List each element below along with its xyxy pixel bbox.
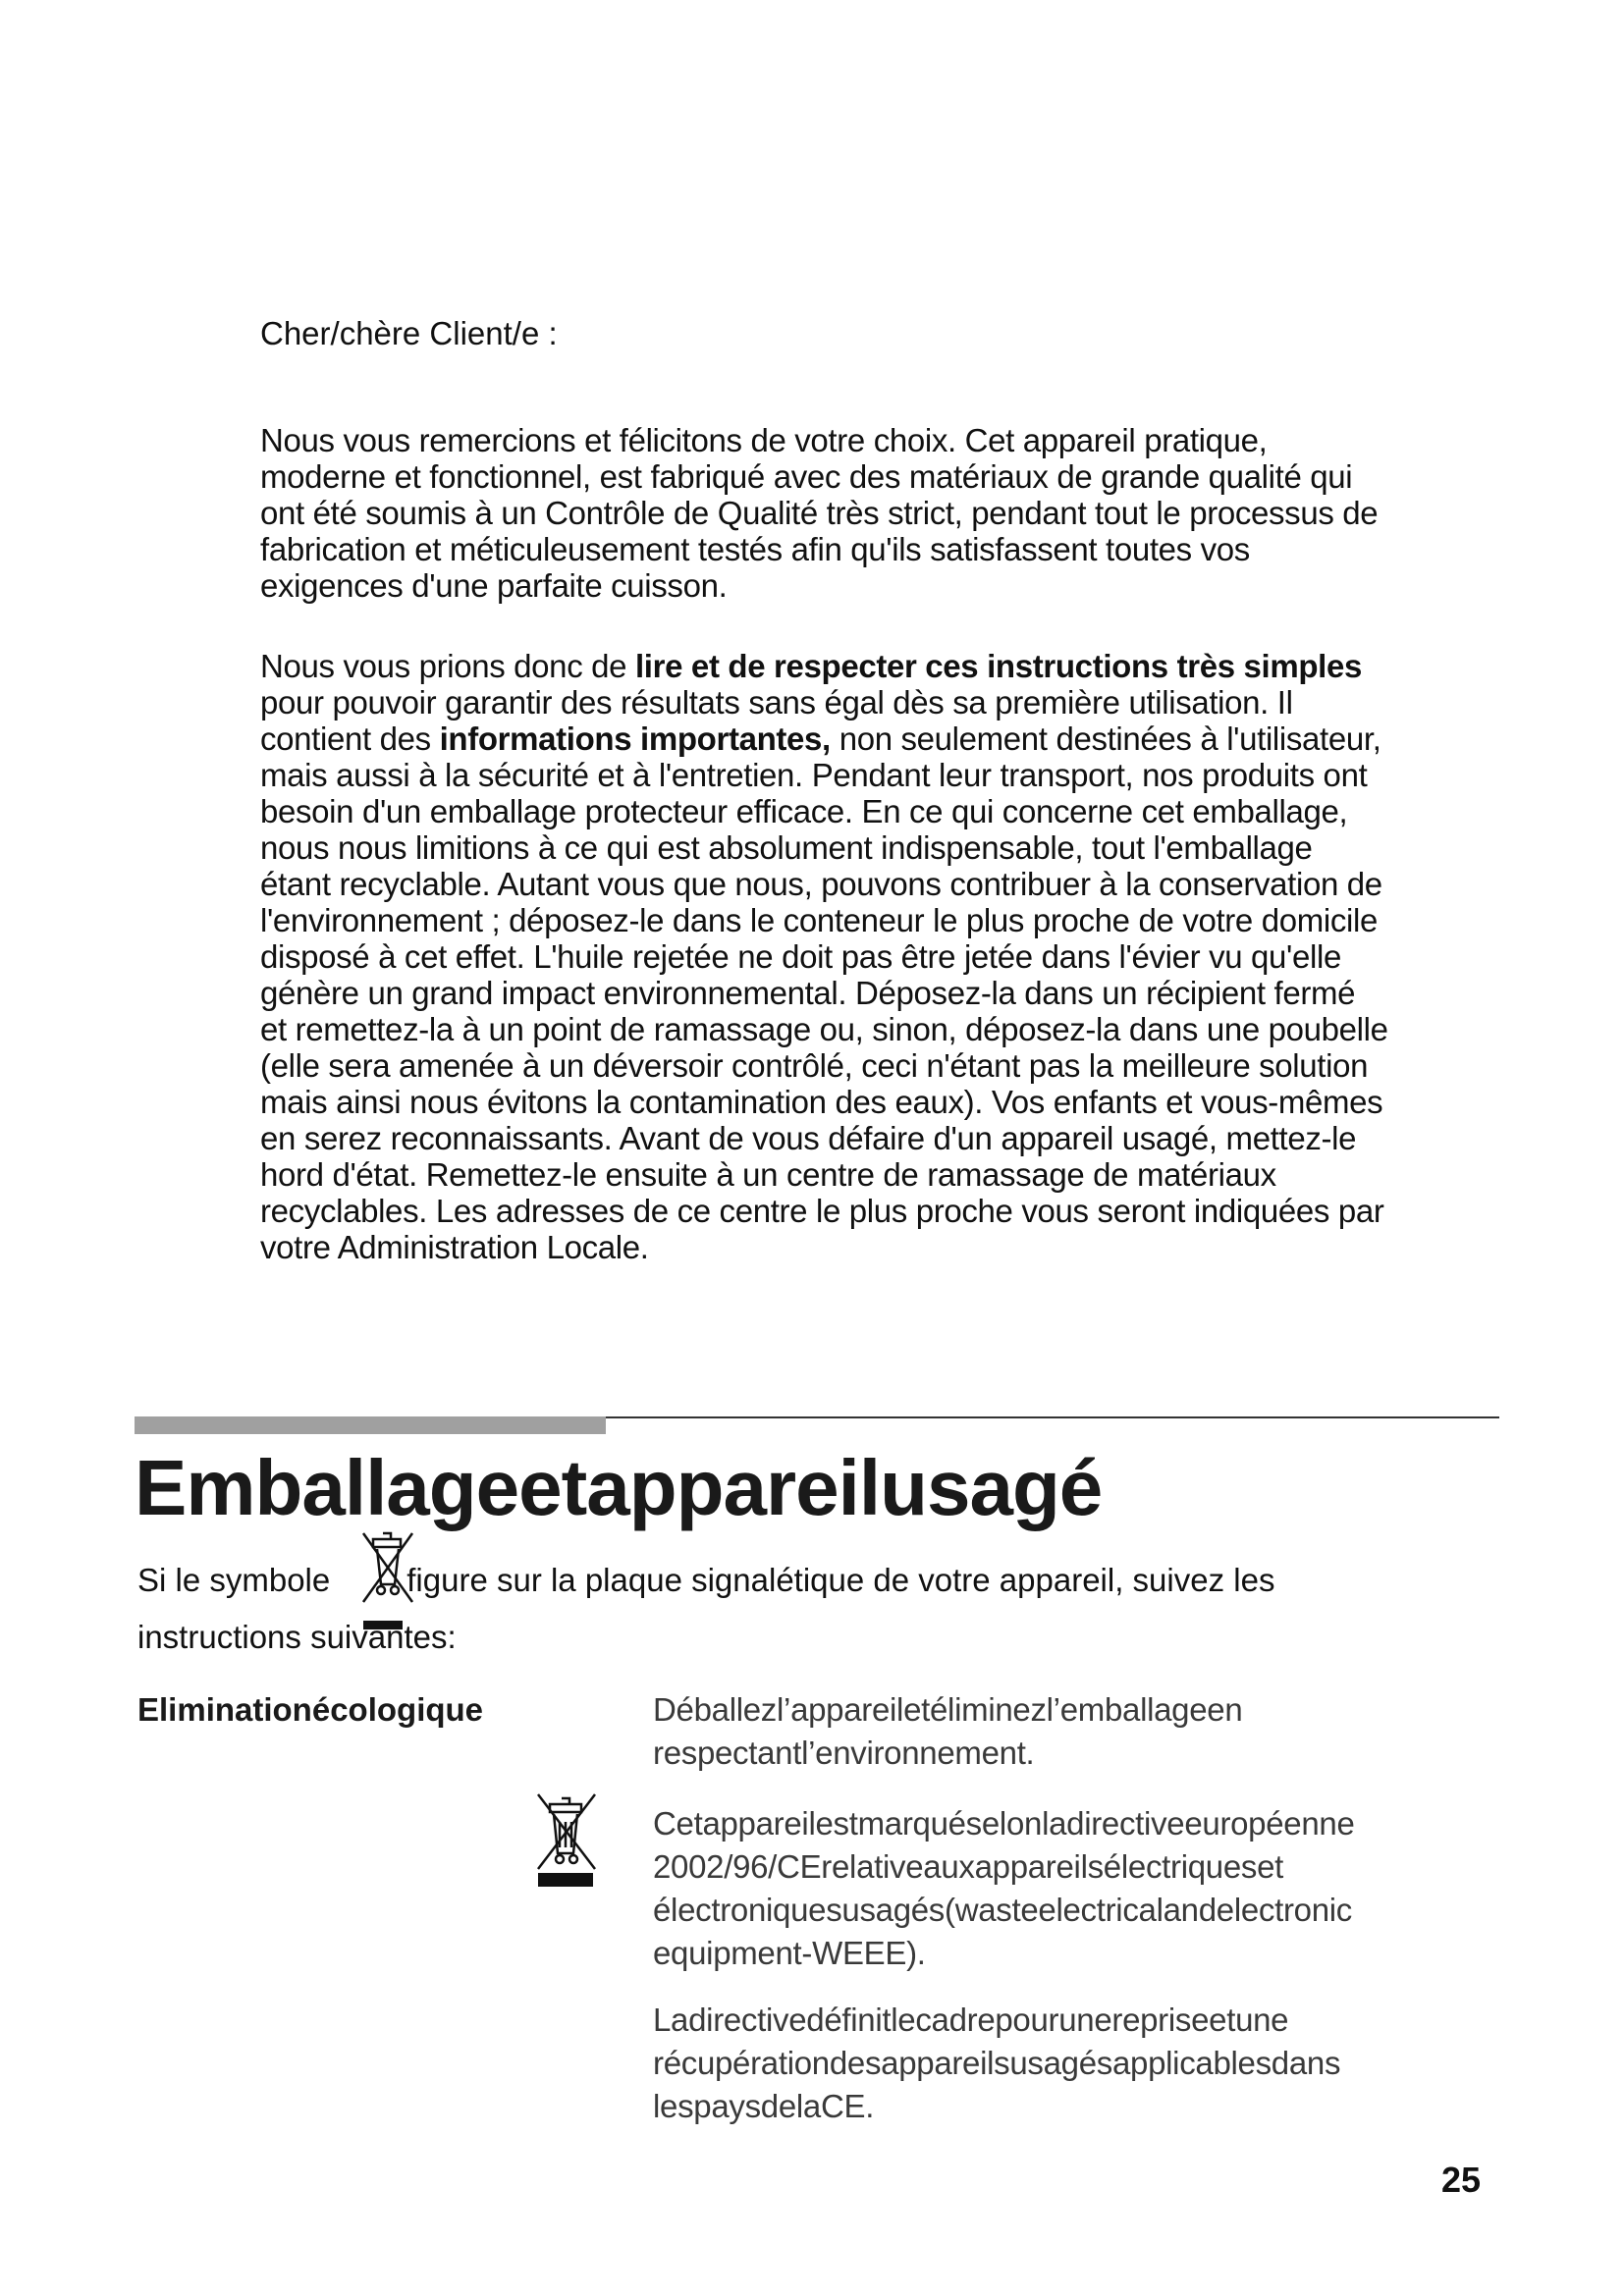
symbol-instruction-line (137, 1559, 1274, 1602)
weee-directive-text: Cetappareilestmarquéselonladirectiveeuropéenne 2002/96/CErelativeauxappareilsélectriqueset électroniquesusagés(wasteelectricalandelectronic equipment-WEEE). (653, 1805, 1355, 1971)
section-title: Emballageetappareilusagé (135, 1444, 1103, 1531)
main-paragraph-bold-1: lire et de respecter ces instructions très simples (634, 648, 1362, 684)
main-paragraph-text-1: Nous vous prions donc de (260, 648, 635, 684)
section-divider-accent (135, 1416, 606, 1434)
unpack-instruction: Déballezl’appareiletéliminezl’emballageen respectantl’environnement. (653, 1691, 1243, 1771)
page-number: 25 (1441, 2160, 1482, 2200)
elimination-label: Eliminationécologique (137, 1691, 484, 1728)
directive-scope-text: Ladirectivedéfinitlecadrepourunerepriseetune récupérationdesappareilsusagésapplicablesdans lespaysdelaCE. (653, 2002, 1341, 2124)
symbol-text-after: figure sur la plaque signalétique de votre appareil, suivez les (406, 1562, 1275, 1598)
main-paragraph-bold-2: informations importantes, (439, 721, 831, 757)
main-paragraph (260, 648, 1389, 1265)
weee-bin-icon (530, 1789, 601, 1887)
intro-paragraph: Nous vous remercions et félicitons de votre choix. Cet appareil pratique, moderne et fonctionnel, est fabriqué avec des matériaux de grande qualité qui ont été soumis à un Contrôle de Qualité très strict, pendant tout le processus de fabrication et méticuleusement testés afin qu'ils satisfassent toutes vos exigences d'une parfaite cuisson. (260, 422, 1379, 604)
greeting: Cher/chère Client/e : (260, 315, 558, 351)
symbol-text-before: Si le symbole (137, 1562, 331, 1598)
weee-bin-icon-inline (355, 1525, 418, 1620)
weee-bar (538, 1873, 593, 1887)
symbol-instruction-line-2: instructions suivantes: (137, 1619, 457, 1655)
main-paragraph-text-2: pour pouvoir garantir des résultats sans égal dès sa première utilisation. Il contient des (260, 684, 1293, 757)
main-paragraph-text-3: non seulement destinées à l'utilisateur, mais aussi à la sécurité et à l'entretien. Pendant leur transport, nos produits ont besoin d'un emballage protecteur efficace. En ce qui concerne cet emballage, nous nous limitions à ce qui est absolument indispensable, tout l'emballage étant recyclable. Autant vous que nous, pouvons contribuer à la conservation de l'environnement ; déposez-le dans le conteneur le plus proche de votre domicile disposé à cet effet. L'huile rejetée ne doit pas être jetée dans l'évier vu qu'elle génère un grand impact environnemental. Déposez-la dans un récipient fermé et remettez-la à un point de ramassage ou, sinon, déposez-la dans une poubelle (elle sera amenée à un déversoir contrôlé, ceci n'étant pas la meilleure solution mais ainsi nous évitons la contamination des eaux). Vos enfants et vous-mêmes en serez reconnaissants. Avant de vous défaire d'un appareil usagé, mettez-le hord d'état. Remettez-le ensuite à un centre de ramassage de matériaux recyclables. Les adresses de ce centre le plus proche vous seront indiquées par votre Administration Locale. (260, 721, 1388, 1265)
